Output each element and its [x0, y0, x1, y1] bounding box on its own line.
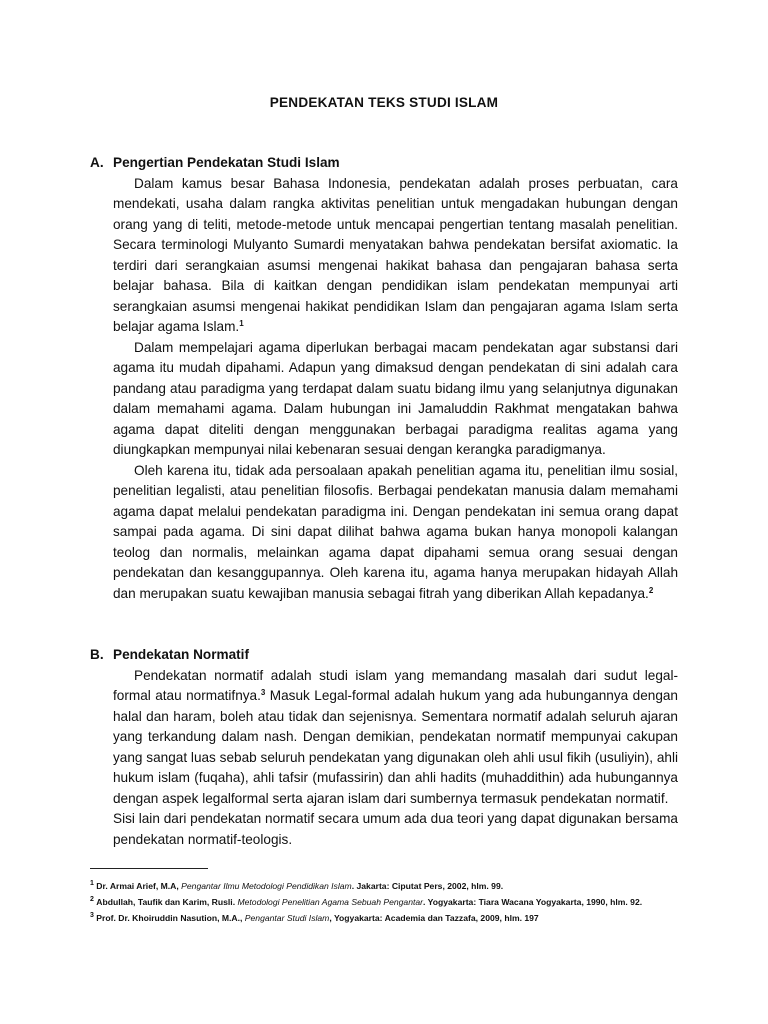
footnote-publisher: , Yogyakarta: Academia dan Tazzafa, 2009, hlm. 197: [329, 913, 539, 923]
section-a-heading: [90, 153, 678, 174]
section-b-title: Pendekatan Normatif: [113, 647, 249, 662]
footnote-ref-2[interactable]: 2: [648, 585, 654, 595]
footnote-author: Dr. Armai Arief, M.A,: [96, 881, 179, 891]
footnote-3: [90, 910, 690, 926]
section-b-paragraph-2: [113, 809, 678, 850]
footnote-separator: [90, 868, 208, 869]
footnote-1: [90, 878, 690, 894]
paragraph-text: Pendekatan normatif adalah studi islam yang memandang masalah dari sudut legal-formal atau normatifnya.: [113, 667, 678, 703]
footnotes: [90, 878, 690, 926]
footnote-author: Prof. Dr. Khoiruddin Nasution, M.A.,: [96, 913, 243, 923]
paragraph-text-continued: Masuk Legal-formal adalah hukum yang ada hubungannya dengan halal dan haram, boleh atau tidak dan sejenisnya. Sementara normatif adalah seluruh ajaran yang terkandung dalam nash. Dengan demikian, pendekatan normatif mempunyai cakupan yang sangat luas sebab seluruh pendekatan yang digunakan oleh ahli usul fikih (usuliyin), ahli hukum islam (fuqaha), ahli tafsir (mufassirin) dan ahli hadits (muhaddithin) ada hubungannya dengan aspek legalformal serta ajaran islam dari sumbernya termasuk pendekatan normatif.: [113, 688, 678, 806]
paragraph-text: Sisi lain dari pendekatan normatif secara umum ada dua teori yang dapat digunakan bersama pendekatan normatif-teologis.: [113, 811, 678, 847]
footnote-publisher: . Yogyakarta: Tiara Wacana Yogyakarta, 1990, hlm. 92.: [423, 897, 643, 907]
paragraph-text: Oleh karena itu, tidak ada persoalaan apakah penelitian agama itu, penelitian ilmu sosial, penelitian legalisti, atau penelitian filosofis. Berbagai pendekatan manusia dalam memahami agama dapat melalui pendekatan paradigma ini. Dengan pendekatan ini semua orang dapat sampai pada agama. Di sini dapat dilihat bahwa agama bukan hanya monopoli kalangan teolog dan normalis, melainkan agama dapat dipahami semua orang sesuai dengan pendekatan dan kesanggupannya. Oleh karena itu, agama hanya merupakan hidayah Allah dan merupakan suatu kewajiban manusia sebagai fitrah yang diberikan Allah kepadanya.: [113, 462, 678, 601]
section-a-letter: A.: [90, 155, 104, 170]
section-a-paragraph-2: [113, 338, 678, 461]
page-title: PENDEKATAN TEKS STUDI ISLAM: [269, 95, 499, 110]
footnote-work: Pengantar Studi Islam: [244, 913, 330, 923]
footnote-work: Metodologi Penelitian Agama Sebuah Pengantar: [235, 897, 424, 907]
footnote-2: [90, 894, 690, 910]
footnote-publisher: . Jakarta: Ciputat Pers, 2002, hlm. 99.: [351, 881, 504, 891]
section-b-letter: B.: [90, 647, 104, 662]
section-a-paragraph-3: [113, 461, 678, 605]
footnote-work: Pengantar Ilmu Metodologi Pendidikan Islam: [181, 881, 352, 891]
footnote-author: Abdullah, Taufik dan Karim, Rusli.: [96, 897, 236, 907]
section-b: [90, 645, 678, 850]
paragraph-text: Dalam kamus besar Bahasa Indonesia, pendekatan adalah proses perbuatan, cara mendekati, usaha dalam rangka aktivitas penelitian untuk mengadakan hubungan dengan orang yang di teliti, metode-metode untuk mencapai pengertian tentang masalah penelitian. Secara terminologi Mulyanto Sumardi menyatakan bahwa pendekatan bersifat axiomatic. Ia terdiri dari serangkaian asumsi mengenai hakikat bahasa dan pengajaran bahasa serta belajar bahasa. Bila di kaitkan dengan pendidikan islam pendekatan mempunyai arti serangkaian asumsi mengenai hakikat pendidikan Islam dan pengajaran agama Islam serta belajar agama Islam.: [113, 175, 678, 334]
footnote-ref-3[interactable]: 3: [260, 688, 266, 697]
footnote-number: 2: [90, 896, 94, 903]
section-a-title: Pengertian Pendekatan Studi Islam: [113, 155, 340, 170]
footnote-number: 1: [90, 880, 94, 887]
paragraph-text: Dalam mempelajari agama diperlukan berbagai macam pendekatan agar substansi dari agama itu mudah dipahami. Adapun yang dimaksud dengan pendekatan di sini adalah cara pandang atau paradigma yang terdapat dalam suatu bidang ilmu yang selanjutnya digunakan dalam memahami agama. Dalam hubungan ini Jamaluddin Rakhmat mengatakan bahwa agama dapat diteliti dengan menggunakan berbagai paradigma realitas agama yang diungkapkan mempunyai nilai kebenaran sesuai dengan kerangka paradigmanya.: [113, 339, 678, 457]
section-a: [90, 153, 678, 604]
section-b-paragraph-1: [113, 666, 678, 810]
footnote-number: 3: [90, 912, 94, 919]
section-a-paragraph-1: [113, 174, 678, 338]
footnote-ref-1[interactable]: 1: [239, 319, 244, 328]
section-b-heading: [90, 645, 678, 666]
